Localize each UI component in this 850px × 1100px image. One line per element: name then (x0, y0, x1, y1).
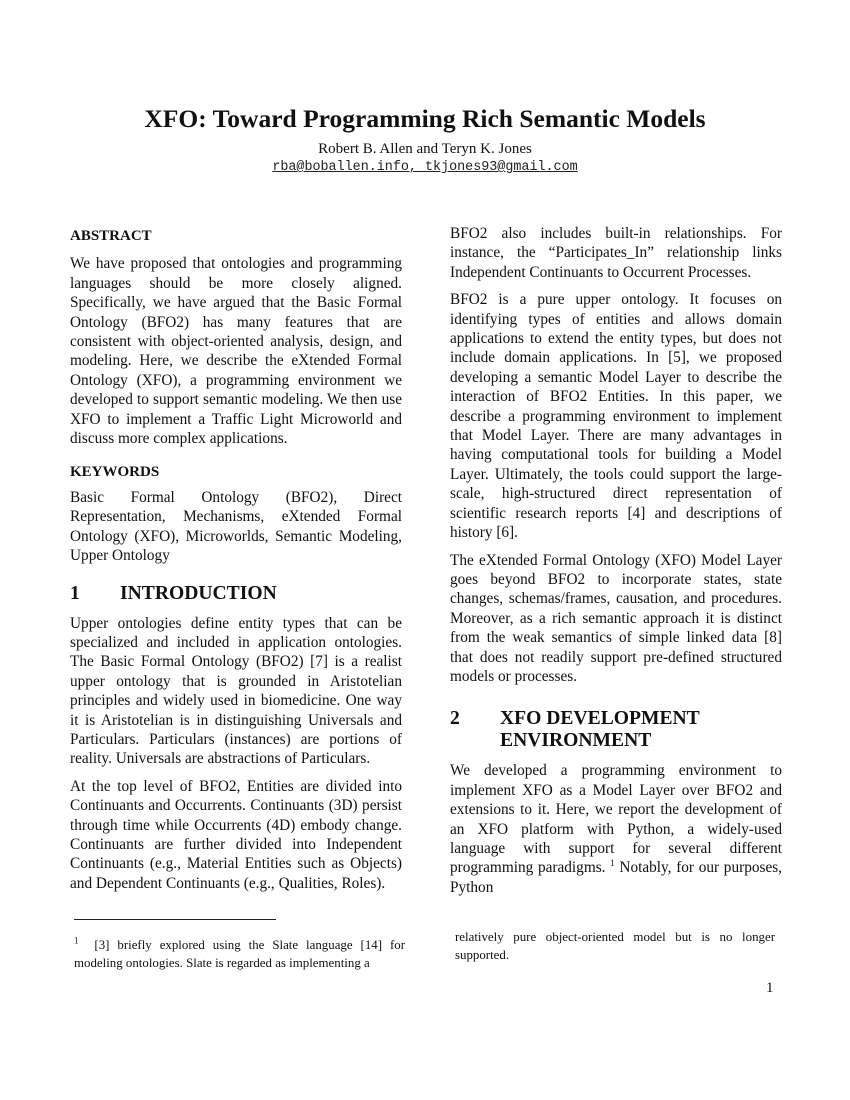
intro-paragraph-2: At the top level of BFO2, Entities are divided into Continuants and Occurrents. Continuants (3D) persist through time while Occurrents (4D) embody change. Continuants are further divided into Independent Continuants (e.g., Material Entities such as Objects) and Dependent Continuants (e.g., Qualities, Roles). (70, 777, 402, 892)
right-paragraph-2: BFO2 is a pure upper ontology. It focuses on identifying types of entities and allows domain applications to extend the entity types, but does not include domain applications. In [5], we proposed developing a semantic Model Layer to describe the interaction of BFO2 Entities. In this paper, we describe a programming environment to implement that Model Layer. There are many advantages in having computational tools for building a Model Layer. Ultimately, the tools could support the large-scale, high-structured direct representation of scientific research reports [4] and descriptions of history [6]. (450, 291, 782, 542)
right-paragraph-3: The eXtended Formal Ontology (XFO) Model Layer goes beyond BFO2 to incorporate states, state changes, schemas/frames, causation, and procedures. Moreover, as a rich semantic approach it is distinct from the weak semantics of simple linked data [8] that does not readily support pre-defined structured models or processes. (450, 551, 782, 685)
right-column (450, 224, 782, 897)
intro-paragraph-1: Upper ontologies define entity types that can be specialized and included in application ontologies. The Basic Formal Ontology (BFO2) [7] is a realist upper ontology that is grounded in Aristotelian principles and widely used in biomedicine. One way it is Aristotelian is in distinguishing Universals and Particulars. Particulars (instances) are portions of reality. Universals are abstractions of Particulars. (70, 614, 402, 768)
section-2-title-line-2: ENVIRONMENT (500, 730, 652, 752)
section-2-title (500, 708, 700, 752)
section-2-number: 2 (450, 708, 460, 730)
section-2-paragraph-1 (450, 761, 782, 897)
left-column (70, 227, 402, 893)
footnote-divider (74, 919, 276, 920)
author-names: Robert B. Allen and Teryn K. Jones (318, 141, 532, 157)
section-1-number: 1 (70, 582, 80, 604)
section-1-title: INTRODUCTION (120, 582, 277, 604)
footnote-reference[interactable]: 1 (610, 858, 615, 869)
section-2-paragraph-1-text: We developed a programming environment to implement XFO as a Model Layer over BFO2 and extensions to it. Here, we report the development of an XFO platform with Python, a widely-used language with support for several different programming paradigms. (450, 762, 782, 877)
abstract-heading: ABSTRACT (70, 228, 152, 244)
footnote-mark: 1 (74, 935, 79, 946)
section-1-heading (70, 583, 402, 605)
section-2-title-line-1: XFO DEVELOPMENT (500, 708, 700, 730)
keywords-text: Basic Formal Ontology (BFO2), Direct Representation, Mechanisms, eXtended Formal Ontology (XFO), Microworlds, Semantic Modeling, Upper Ontology (70, 488, 402, 565)
keywords-heading: KEYWORDS (70, 464, 160, 481)
footnote-right-text: relatively pure object-oriented model but is no longer supported. (455, 930, 775, 962)
email-links[interactable]: rba@boballen.info, tkjones93@gmail.com (272, 160, 578, 175)
footnote-left (74, 937, 405, 972)
right-paragraph-1: BFO2 also includes built-in relationships. For instance, the “Participates_In” relationship links Independent Continuants to Occurrent Processes. (450, 225, 782, 281)
section-2-heading (450, 708, 782, 752)
page-number: 1 (766, 980, 774, 996)
author-emails[interactable] (0, 160, 850, 175)
section-2-paragraph-1-tail: Notably, for our purposes, Python (450, 859, 783, 896)
footnote-left-text: [3] briefly explored using the Slate language [14] for modeling ontologies. Slate is regarded as implementing a (74, 938, 405, 970)
paper-title: XFO: Toward Programming Rich Semantic Models (144, 104, 706, 133)
abstract-text: We have proposed that ontologies and programming languages should be more closely aligned. Specifically, we have argued that the Basic Formal Ontology (BFO2) has many features that are consistent with object-oriented analysis, design, and modeling. Here, we describe the eXtended Formal Ontology (XFO), a programming environment we developed to support semantic modeling. We then use XFO to implement a Traffic Light Microworld and discuss more complex applications. (70, 255, 402, 448)
